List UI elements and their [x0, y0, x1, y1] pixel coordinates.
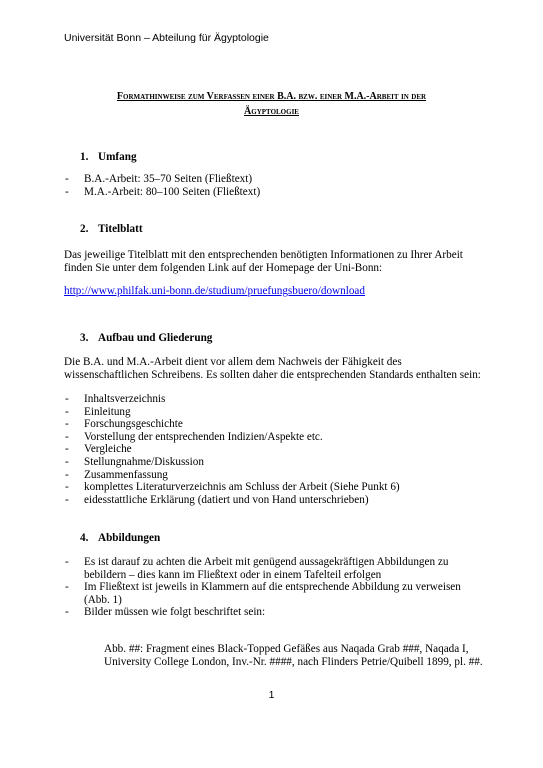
titelblatt-paragraph — [64, 249, 484, 274]
list-item-line: - Im Fließtext ist jeweils in Klammern auf die entsprechende Abbildung zu verweisen — [84, 581, 461, 594]
section-title: Abbildungen — [98, 532, 161, 544]
paragraph-line: finden Sie unter dem folgenden Link auf der Homepage der Uni-Bonn: — [64, 261, 383, 274]
list-item: - B.A.-Arbeit: 35–70 Seiten (Fließtext) — [64, 173, 484, 186]
paragraph-line: Das jeweilige Titelblatt mit den entsprechenden benötigten Informationen zu Ihrer Arbeit — [64, 249, 463, 261]
title-line-1: Formathinweise zum Verfassen einer B.A. bzw. einer M.A.-Arbeit in der — [116, 91, 427, 102]
section-number: 2. — [80, 223, 89, 235]
list-item: - Inhaltsverzeichnis — [64, 393, 484, 406]
list-item-line: - Bilder müssen wie folgt beschriftet sein: — [84, 606, 266, 619]
page-number: 1 — [268, 689, 275, 701]
list-item: - eidesstattliche Erklärung (datiert und von Hand unterschrieben) — [64, 494, 484, 507]
document-title — [64, 89, 479, 119]
figure-caption-example — [104, 643, 484, 668]
download-link[interactable]: http://www.philfak.uni-bonn.de/studium/pruefungsbuero/download — [64, 285, 365, 297]
list-item: - Stellungnahme/Diskussion — [64, 456, 484, 469]
list-item: - Vergleiche — [64, 443, 484, 456]
list-item — [64, 581, 484, 606]
list-item: - Vorstellung der entsprechenden Indizien/Aspekte etc. — [64, 431, 484, 444]
section-heading-abbildungen — [80, 532, 160, 545]
list-item: - komplettes Literaturverzeichnis am Schluss der Arbeit (Siehe Punkt 6) — [64, 481, 484, 494]
section-number: 4. — [80, 532, 89, 544]
list-item: - Einleitung — [64, 406, 484, 419]
aufbau-paragraph — [64, 356, 484, 381]
paragraph-line: Die B.A. und M.A.-Arbeit dient vor allem dem Nachweis der Fähigkeit des — [64, 356, 402, 368]
list-item — [64, 606, 484, 619]
paragraph-line: wissenschaftlichen Schreibens. Es sollten daher die entsprechenden Standards enthalten sein: — [64, 368, 481, 381]
section-number: 1. — [80, 151, 89, 163]
section-title: Titelblatt — [98, 223, 143, 235]
abbildungen-list — [64, 556, 484, 619]
section-title: Umfang — [98, 151, 137, 163]
page-header: Universität Bonn – Abteilung für Ägyptologie — [64, 32, 269, 44]
list-item-line: - Es ist darauf zu achten die Arbeit mit genügend aussagekräftigen Abbildungen zu — [84, 556, 449, 568]
section-title: Aufbau und Gliederung — [98, 332, 213, 344]
list-item: - Zusammenfassung — [64, 469, 484, 482]
section-heading-umfang — [80, 151, 137, 164]
titelblatt-link-row — [64, 285, 484, 298]
list-item: - Forschungsgeschichte — [64, 418, 484, 431]
caption-line: University College London, Inv.-Nr. ####, nach Flinders Petrie/Quibell 1899, pl. ##. — [104, 655, 483, 668]
umfang-list — [64, 173, 484, 198]
section-heading-titelblatt — [80, 223, 143, 236]
list-item — [64, 556, 484, 581]
caption-line: Abb. ##: Fragment eines Black-Topped Gefäßes aus Naqada Grab ###, Naqada I, — [104, 643, 469, 655]
list-item-line: bebildern – dies kann im Fließtext oder in einem Tafelteil erfolgen — [84, 568, 382, 581]
aufbau-list — [64, 393, 484, 506]
list-item: - M.A.-Arbeit: 80–100 Seiten (Fließtext) — [64, 186, 484, 199]
list-item-line: (Abb. 1) — [84, 593, 122, 606]
section-number: 3. — [80, 332, 89, 344]
section-heading-aufbau — [80, 332, 212, 345]
title-line-2: Ägyptologie — [244, 106, 299, 117]
